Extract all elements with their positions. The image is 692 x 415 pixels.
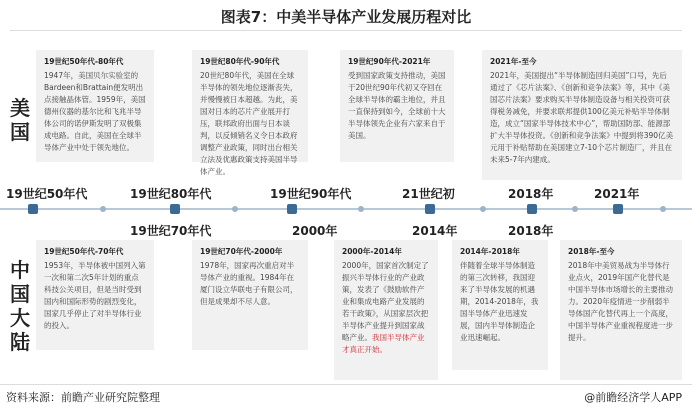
timeline-label-top: 2018年 xyxy=(508,187,554,201)
us-card-1980s-1990s xyxy=(192,50,308,176)
timeline-label-top: 19世纪90年代 xyxy=(270,187,352,201)
brand-credit: @前瞻经济学人APP xyxy=(584,391,682,404)
timeline-label-top: 2021年 xyxy=(594,187,640,201)
card-body: 受到国家政策支持推动，美国于20世纪90年代初又夺回在全球半导体的霸主地位，并且一直保持到如今，全球前十大半导体领先企业有六家来自于美国。 xyxy=(348,71,446,140)
card-title: 19世纪80年代-90年代 xyxy=(200,57,280,66)
cn-card-2000-2014 xyxy=(334,240,438,380)
card-body: 2000年，国家首次制定了振兴半导体行业的产业政策，发表了《鼓励软件产业和集成电路产业发展的若干政策》，从国家层次把半导体产业提升到国家战略产业。 xyxy=(342,261,429,342)
title-divider xyxy=(10,30,682,31)
page-title: 图表7：中美半导体产业发展历程对比 xyxy=(220,8,472,26)
card-highlight: 我国半导体产业才真正开始。 xyxy=(342,333,425,354)
card-body: 1953年，半导体被中国列入第一次和第二次5年计划的重点科技公关项目，但是当时受到国内和国际形势的剧烈变化，国家几乎停止了对半导体行业的投入。 xyxy=(44,261,146,330)
card-title: 19世纪50年代-70年代 xyxy=(44,247,124,256)
cn-card-1970s-2000 xyxy=(192,240,308,350)
card-title: 2021年-至今 xyxy=(490,57,537,66)
card-title: 2018年-至今 xyxy=(568,247,615,256)
timeline-label-bottom: 2014年 xyxy=(412,224,458,238)
card-title: 19世纪70年代-2000年 xyxy=(200,247,283,256)
us-card-2021-present xyxy=(482,50,682,180)
us-card-1990s-2021 xyxy=(340,50,454,162)
us-card-1950s-1980s xyxy=(36,50,154,162)
timeline-marker xyxy=(527,204,537,214)
us-row-label: 美国 xyxy=(10,96,30,144)
card-body: 20世纪80年代，美国在全球半导体的领先地位逐渐丧失，并慢慢被日本超越。为此，美国对日本的芯片产业展开打压，联邦政府出面与日本谈判，以反倾销名义令日本政府调整产业政策，同时出台相关立法及优惠政策支持美国半导体产业。 xyxy=(200,71,298,176)
timeline-marker xyxy=(425,204,435,214)
card-title: 19世纪90年代-2021年 xyxy=(348,57,431,66)
timeline-label-bottom: 2000年 xyxy=(292,224,338,238)
timeline-marker xyxy=(28,204,38,214)
cn-row-label: 中国大陆 xyxy=(10,258,30,354)
timeline-marker xyxy=(287,204,297,214)
timeline-marker xyxy=(613,204,623,214)
timeline-dot xyxy=(232,206,238,212)
card-body: 伴随着全球半导体制造的第三次转移，我国迎来了半导体发展的机遇期，2014-2018年，我国半导体产业迅速发展，国内半导体制造企业迅速崛起。 xyxy=(460,261,539,342)
card-title: 2000年-2014年 xyxy=(342,247,402,256)
timeline-marker xyxy=(170,204,180,214)
cn-card-2018-present xyxy=(560,240,682,380)
cn-card-2014-2018 xyxy=(452,240,548,370)
card-title: 19世纪50年代-80年代 xyxy=(44,57,124,66)
timeline-label-top: 19世纪50年代 xyxy=(6,187,88,201)
card-title: 2014年-2018年 xyxy=(460,247,520,256)
card-body: 2021年，美国提出“半导体制造回归美国”口号，先后通过了《芯片法案》、《创新和竞争法案》等，其中《美国芯片法案》要求购买半导体制造设备与相关投资可获得税务减免，并要求联邦提供100亿美元补贴半导体制造，成立“国家半导体技术中心”，帮助国防部、能源部扩大半导体投资。《创新和竞争法案》中提到将390亿美元用于补贴帮助在美国建立7-10个芯片制造厂，并且在未来5-7年内建成。 xyxy=(490,71,674,164)
source-note: 资料来源：前瞻产业研究院整理 xyxy=(6,391,160,404)
timeline-dot xyxy=(358,206,364,212)
card-body: 2018年中美贸易战为半导体行业点火，2019年国产化替代是中国半导体市场增长的主要推动力。2020年疫情进一步削弱半导体国产化替代再上一个高度，中国半导体产业重视程度进一步提升。 xyxy=(568,261,673,342)
timeline-dot xyxy=(480,206,486,212)
timeline-dot xyxy=(100,206,106,212)
timeline-dot xyxy=(660,206,666,212)
timeline-label-bottom: 19世纪70年代 xyxy=(130,224,212,238)
timeline-label-top: 21世纪初 xyxy=(402,187,455,201)
cn-card-1950s-1970s xyxy=(36,240,154,350)
card-body: 1978年，国家再次重启对半导体产业的重视。1984年在厦门设立华联电子有限公司，但是成果却不尽人意。 xyxy=(200,261,298,306)
card-body: 1947年，美国贝尔实验室的Bardeen和Brattain便发明出点接触晶体管。1959年，美国德州仪器的基尔比和飞兆半导体公司的诺伊斯发明了双极集成电路。自此，美国在全球半导体产业中处于领先地位。 xyxy=(44,71,146,152)
footer-divider xyxy=(0,384,692,385)
timeline-label-top: 19世纪80年代 xyxy=(130,187,212,201)
timeline-dot xyxy=(572,206,578,212)
timeline-label-bottom: 2018年 xyxy=(508,224,554,238)
